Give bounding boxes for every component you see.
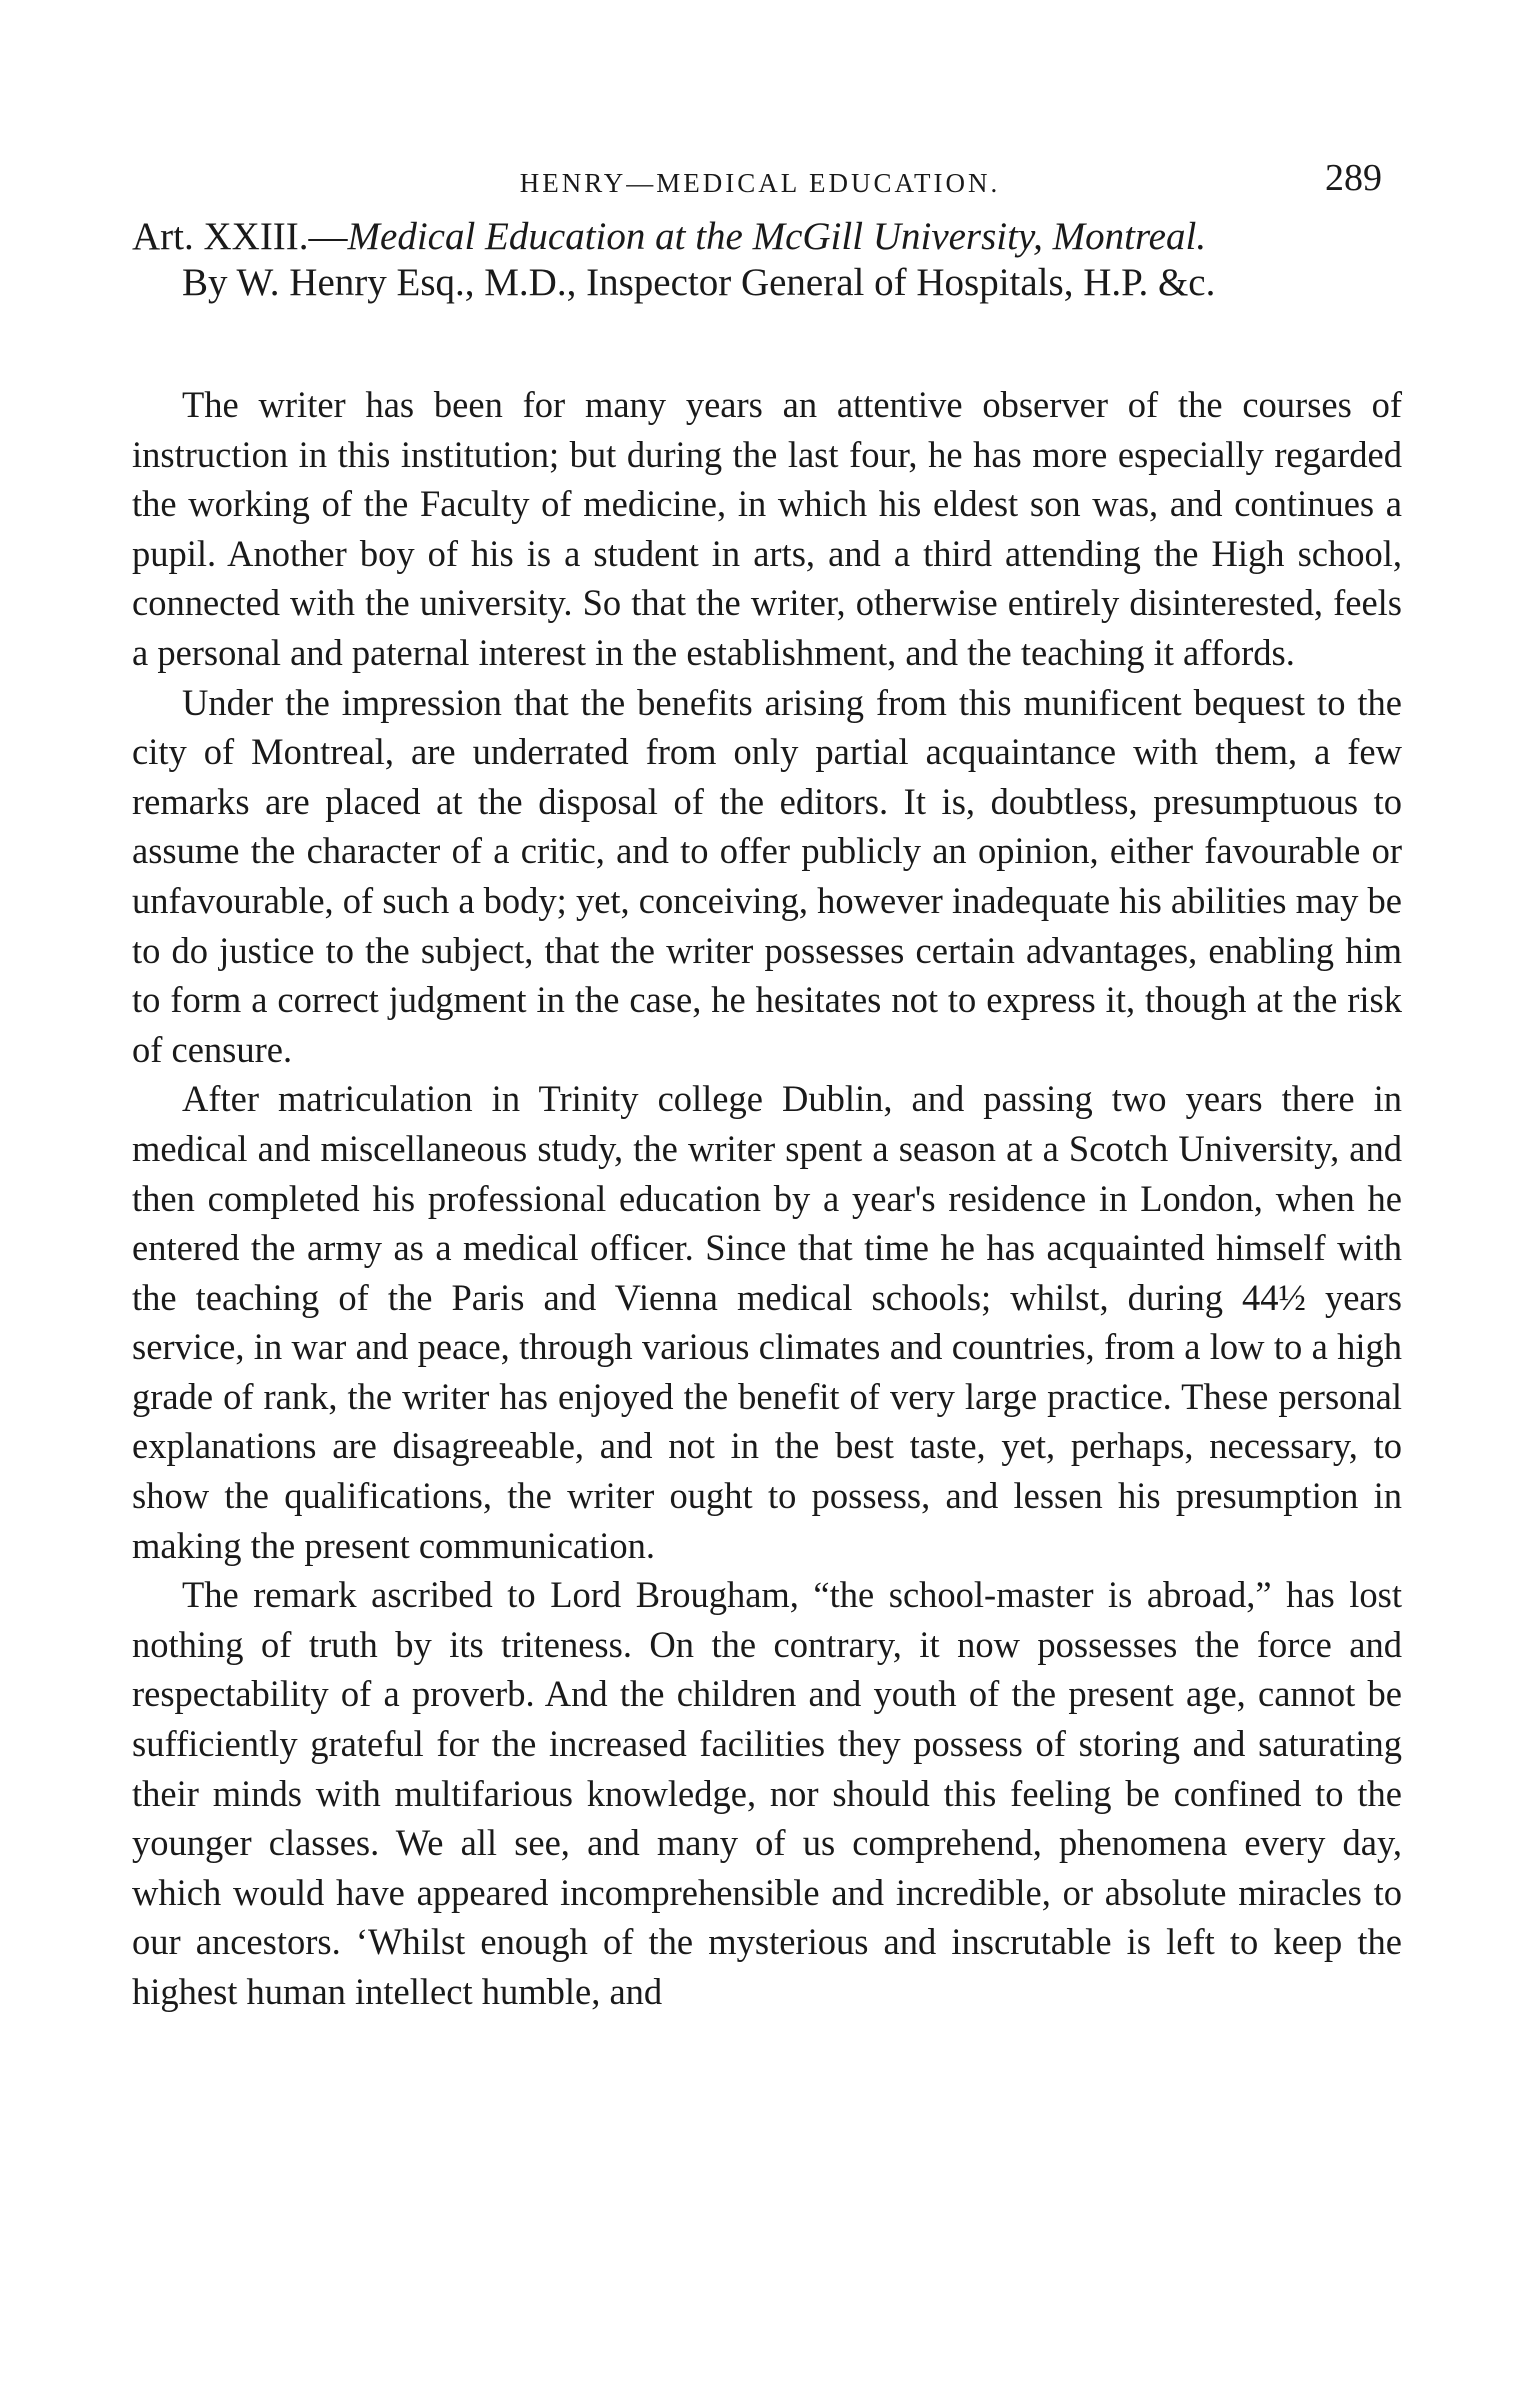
article-body [132,380,1402,2017]
page-number: 289 [1325,157,1382,199]
paragraph: The remark ascribed to Lord Brougham, “the school-master is abroad,” has lost nothing of truth by its triteness. On the contrary, it now possesses the force and respectability of a proverb. And the children and youth of the present age, cannot be sufficiently grateful for the increased facilities they possess of storing and saturating their minds with multifarious knowledge, nor should this feeling be confined to the younger classes. We all see, and many of us comprehend, phenomena every day, which would have appeared incomprehensible and incredible, or absolute miracles to our ancestors. ‘Whilst enough of the mysterious and inscrutable is left to keep the highest human intellect humble, and [132,1574,1402,2012]
article-label: Art. XXIII.— [132,215,348,258]
paragraph: After matriculation in Trinity college Dublin, and passing two years there in medical and miscellaneous study, the writer spent a season at a Scotch University, and then completed his professional education by a year's residence in London, when he entered the army as a medical officer. Since that time he has acquainted himself with the teaching of the Paris and Vienna medical schools; whilst, during 44½ years service, in war and peace, through various climates and countries, from a low to a high grade of rank, the writer has enjoyed the benefit of very large practice. These personal explanations are disagreeable, and not in the best taste, yet, perhaps, necessary, to show the qualifications, the writer ought to possess, and lessen his presumption in making the present communication. [132,1078,1402,1566]
paragraph: The writer has been for many years an attentive observer of the courses of instruction in this institution; but during the last four, he has more especially regarded the working of the Faculty of medicine, in which his eldest son was, and continues a pupil. Another boy of his is a student in arts, and a third attending the High school, connected with the university. So that the writer, otherwise entirely disinterested, feels a personal and paternal interest in the establishment, and the teaching it affords. [132,384,1402,673]
running-head: HENRY—MEDICAL EDUCATION. [519,168,1001,198]
article-heading [132,214,1402,306]
article-byline: By W. Henry Esq., M.D., Inspector General of Hospitals, H.P. &c. [182,261,1216,304]
article-title: Medical Education at the McGill University, Montreal. [347,215,1207,258]
article-title-line [132,214,1402,260]
paragraph: Under the impression that the benefits arising from this munificent bequest to the city of Montreal, are underrated from only partial acquaintance with them, a few remarks are placed at the disposal of the editors. It is, doubtless, presumptuous to assume the character of a critic, and to offer publicly an opinion, either favourable or unfavourable, of such a body; yet, conceiving, however inadequate his abilities may be to do justice to the subject, that the writer possesses certain advantages, enabling him to form a correct judgment in the case, he hesitates not to express it, though at the risk of censure. [132,681,1402,1070]
